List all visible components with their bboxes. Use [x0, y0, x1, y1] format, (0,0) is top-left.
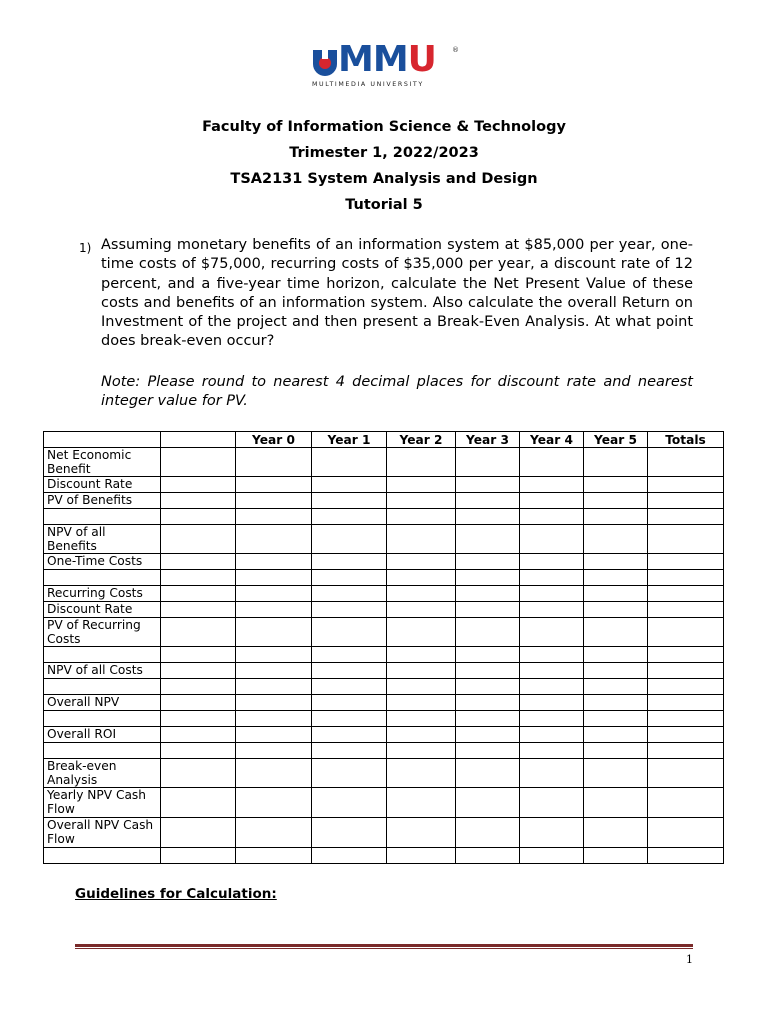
table-cell: [520, 711, 584, 727]
row-label: [44, 509, 161, 525]
table-cell: [161, 679, 236, 695]
table-cell: [312, 788, 387, 818]
column-header: Year 2: [387, 432, 456, 448]
table-cell: [520, 663, 584, 679]
table-cell: [387, 647, 456, 663]
footer-rule-thin: [75, 948, 693, 949]
table-cell: [584, 602, 648, 618]
table-cell: [387, 602, 456, 618]
table-cell: [520, 509, 584, 525]
table-cell: [520, 570, 584, 586]
table-cell: [584, 818, 648, 848]
table-cell: [584, 493, 648, 509]
table-cell: [520, 586, 584, 602]
table-cell: [584, 727, 648, 743]
table-cell: [312, 848, 387, 864]
table-cell: [236, 448, 312, 477]
table-cell: [312, 448, 387, 477]
table-cell: [648, 570, 724, 586]
footer-rule: [75, 944, 693, 947]
table-cell: [584, 663, 648, 679]
table-cell: [236, 618, 312, 647]
row-label: [44, 743, 161, 759]
table-cell: [161, 727, 236, 743]
table-cell: [236, 695, 312, 711]
column-header: Year 1: [312, 432, 387, 448]
table-cell: [312, 647, 387, 663]
column-header: [44, 432, 161, 448]
table-row: [44, 586, 724, 602]
table-header-row: [44, 432, 724, 448]
table-cell: [520, 448, 584, 477]
table-row: [44, 695, 724, 711]
table-cell: [312, 586, 387, 602]
table-cell: [161, 602, 236, 618]
table-cell: [387, 818, 456, 848]
table-row: [44, 743, 724, 759]
column-header: [161, 432, 236, 448]
table-cell: [584, 448, 648, 477]
table-cell: [648, 818, 724, 848]
table-cell: [312, 477, 387, 493]
table-cell: [161, 586, 236, 602]
table-cell: [520, 477, 584, 493]
table-cell: [161, 554, 236, 570]
table-cell: [520, 727, 584, 743]
page-number: 1: [686, 953, 693, 966]
table-body: [44, 448, 724, 864]
table-cell: [648, 679, 724, 695]
table-cell: [456, 493, 520, 509]
table-cell: [584, 570, 648, 586]
table-cell: [520, 759, 584, 788]
table-cell: [312, 759, 387, 788]
mmu-logo-mark-icon: [310, 46, 340, 78]
table-row: [44, 788, 724, 818]
table-cell: [161, 848, 236, 864]
table-cell: [387, 727, 456, 743]
row-label: [44, 647, 161, 663]
table-cell: [648, 759, 724, 788]
table-cell: [648, 509, 724, 525]
table-cell: [312, 818, 387, 848]
table-cell: [236, 570, 312, 586]
table-cell: [584, 586, 648, 602]
registered-mark: ®: [452, 46, 459, 54]
table-cell: [236, 525, 312, 554]
table-cell: [456, 586, 520, 602]
table-cell: [648, 554, 724, 570]
table-cell: [648, 525, 724, 554]
table-row: [44, 509, 724, 525]
table-cell: [387, 586, 456, 602]
logo-wordmark: [338, 40, 436, 80]
table-cell: [161, 818, 236, 848]
table-cell: [456, 788, 520, 818]
table-row: [44, 818, 724, 848]
table-row: [44, 711, 724, 727]
table-cell: [520, 647, 584, 663]
row-label: NPV of all Benefits: [44, 525, 161, 554]
table-cell: [161, 647, 236, 663]
tutorial-heading: Tutorial 5: [345, 197, 423, 213]
table-cell: [236, 509, 312, 525]
table-cell: [456, 679, 520, 695]
course-heading: TSA2131 System Analysis and Design: [230, 171, 538, 187]
table-row: [44, 848, 724, 864]
table-cell: [312, 602, 387, 618]
table-cell: [312, 663, 387, 679]
table-cell: [584, 679, 648, 695]
table-cell: [520, 818, 584, 848]
table-cell: [161, 570, 236, 586]
table-cell: [312, 711, 387, 727]
table-cell: [648, 618, 724, 647]
table-cell: [236, 727, 312, 743]
table-cell: [584, 477, 648, 493]
table-cell: [312, 743, 387, 759]
table-cell: [161, 788, 236, 818]
table-cell: [520, 679, 584, 695]
row-label: [44, 848, 161, 864]
table-cell: [456, 711, 520, 727]
table-cell: [648, 602, 724, 618]
table-cell: [312, 727, 387, 743]
table-cell: [648, 695, 724, 711]
question-text: Assuming monetary benefits of an information system at $85,000 per year, one-time costs of $75,000, recurring costs of $35,000 per year, a discount rate of 12 percent, and a five-year time horizon, calculate the Net Present Value of these costs and benefits of an information system. Also calculate the overall Return on Investment of the project and then present a Break-Even Analysis. At what point does break-even occur?: [101, 237, 693, 350]
table-cell: [584, 618, 648, 647]
table-cell: [387, 695, 456, 711]
table-row: [44, 493, 724, 509]
column-header: Year 0: [236, 432, 312, 448]
logo-wordmark-mm: MM: [338, 39, 408, 80]
table-cell: [387, 570, 456, 586]
table-row: [44, 727, 724, 743]
table-cell: [520, 743, 584, 759]
table-cell: [161, 743, 236, 759]
table-cell: [584, 743, 648, 759]
table-cell: [456, 570, 520, 586]
table-cell: [236, 586, 312, 602]
table-cell: [456, 695, 520, 711]
row-label: Yearly NPV Cash Flow: [44, 788, 161, 818]
row-label: Overall NPV Cash Flow: [44, 818, 161, 848]
table-cell: [387, 525, 456, 554]
row-label: [44, 679, 161, 695]
row-label: PV of Recurring Costs: [44, 618, 161, 647]
table-row: [44, 554, 724, 570]
table-row: [44, 477, 724, 493]
table-cell: [387, 711, 456, 727]
table-cell: [236, 743, 312, 759]
table-cell: [387, 679, 456, 695]
row-label: Overall NPV: [44, 695, 161, 711]
table-cell: [236, 663, 312, 679]
table-cell: [387, 848, 456, 864]
table-cell: [456, 618, 520, 647]
table-cell: [312, 493, 387, 509]
table-cell: [648, 663, 724, 679]
table-cell: [387, 554, 456, 570]
table-cell: [236, 679, 312, 695]
row-label: Break-even Analysis: [44, 759, 161, 788]
row-label: Discount Rate: [44, 477, 161, 493]
table-cell: [387, 477, 456, 493]
row-label: One-Time Costs: [44, 554, 161, 570]
table-cell: [161, 663, 236, 679]
table-cell: [520, 788, 584, 818]
table-cell: [584, 525, 648, 554]
table-cell: [161, 695, 236, 711]
table-cell: [456, 448, 520, 477]
row-label: NPV of all Costs: [44, 663, 161, 679]
table-cell: [312, 525, 387, 554]
table-cell: [236, 818, 312, 848]
table-cell: [456, 848, 520, 864]
table-cell: [456, 509, 520, 525]
table-cell: [520, 602, 584, 618]
table-cell: [520, 695, 584, 711]
table-cell: [161, 493, 236, 509]
table-cell: [520, 848, 584, 864]
table-cell: [648, 848, 724, 864]
table-cell: [236, 647, 312, 663]
column-header: Totals: [648, 432, 724, 448]
table-cell: [648, 586, 724, 602]
table-row: [44, 448, 724, 477]
question-note: Note: Please round to nearest 4 decimal places for discount rate and nearest integer value for PV.: [101, 374, 693, 409]
table-cell: [584, 759, 648, 788]
table-cell: [456, 818, 520, 848]
table-cell: [387, 788, 456, 818]
table-cell: [456, 663, 520, 679]
table-cell: [387, 448, 456, 477]
table-cell: [648, 477, 724, 493]
guidelines-title: Guidelines for Calculation:: [75, 886, 277, 902]
table-cell: [312, 570, 387, 586]
row-label: PV of Benefits: [44, 493, 161, 509]
table-row: [44, 759, 724, 788]
table-cell: [456, 743, 520, 759]
npv-calculation-table: [43, 431, 724, 864]
column-header: Year 4: [520, 432, 584, 448]
column-header: Year 3: [456, 432, 520, 448]
table-cell: [236, 759, 312, 788]
table-cell: [387, 663, 456, 679]
table-cell: [312, 509, 387, 525]
table-cell: [161, 618, 236, 647]
table-cell: [648, 743, 724, 759]
table-cell: [312, 679, 387, 695]
table-cell: [648, 448, 724, 477]
table-cell: [161, 509, 236, 525]
table-cell: [236, 554, 312, 570]
table-cell: [312, 618, 387, 647]
table-cell: [584, 711, 648, 727]
university-logo: [310, 39, 460, 92]
table-cell: [648, 727, 724, 743]
table-cell: [236, 477, 312, 493]
table-cell: [456, 554, 520, 570]
table-cell: [584, 509, 648, 525]
table-cell: [161, 448, 236, 477]
table-cell: [520, 554, 584, 570]
table-row: [44, 618, 724, 647]
table-cell: [584, 647, 648, 663]
table-row: [44, 679, 724, 695]
table-cell: [236, 848, 312, 864]
table-cell: [161, 711, 236, 727]
row-label: Discount Rate: [44, 602, 161, 618]
table-cell: [387, 618, 456, 647]
table-cell: [648, 493, 724, 509]
table-cell: [520, 493, 584, 509]
table-cell: [648, 711, 724, 727]
table-cell: [520, 525, 584, 554]
question-number: 1): [79, 241, 92, 255]
table-cell: [161, 525, 236, 554]
table-cell: [236, 788, 312, 818]
logo-subtitle: MULTIMEDIA UNIVERSITY: [312, 81, 424, 88]
row-label: Net Economic Benefit: [44, 448, 161, 477]
table-row: [44, 647, 724, 663]
table-cell: [387, 493, 456, 509]
table-cell: [312, 695, 387, 711]
logo-wordmark-u: U: [407, 39, 436, 80]
table-cell: [312, 554, 387, 570]
table-cell: [161, 477, 236, 493]
table-cell: [648, 788, 724, 818]
table-cell: [456, 602, 520, 618]
table-cell: [387, 743, 456, 759]
table-cell: [387, 509, 456, 525]
table-row: [44, 602, 724, 618]
faculty-heading: Faculty of Information Science & Technology: [202, 119, 566, 135]
table-row: [44, 663, 724, 679]
table-cell: [236, 711, 312, 727]
table-cell: [456, 727, 520, 743]
table-row: [44, 525, 724, 554]
table-cell: [584, 788, 648, 818]
table-cell: [456, 759, 520, 788]
table-cell: [584, 554, 648, 570]
table-cell: [387, 759, 456, 788]
table-cell: [520, 618, 584, 647]
table-cell: [456, 525, 520, 554]
table-cell: [584, 848, 648, 864]
table-cell: [236, 493, 312, 509]
row-label: [44, 570, 161, 586]
table-cell: [584, 695, 648, 711]
table-cell: [161, 759, 236, 788]
row-label: [44, 711, 161, 727]
row-label: Overall ROI: [44, 727, 161, 743]
table-row: [44, 570, 724, 586]
row-label: Recurring Costs: [44, 586, 161, 602]
column-header: Year 5: [584, 432, 648, 448]
table-cell: [648, 647, 724, 663]
table-cell: [456, 477, 520, 493]
table-cell: [456, 647, 520, 663]
trimester-heading: Trimester 1, 2022/2023: [289, 145, 479, 161]
table-cell: [236, 602, 312, 618]
